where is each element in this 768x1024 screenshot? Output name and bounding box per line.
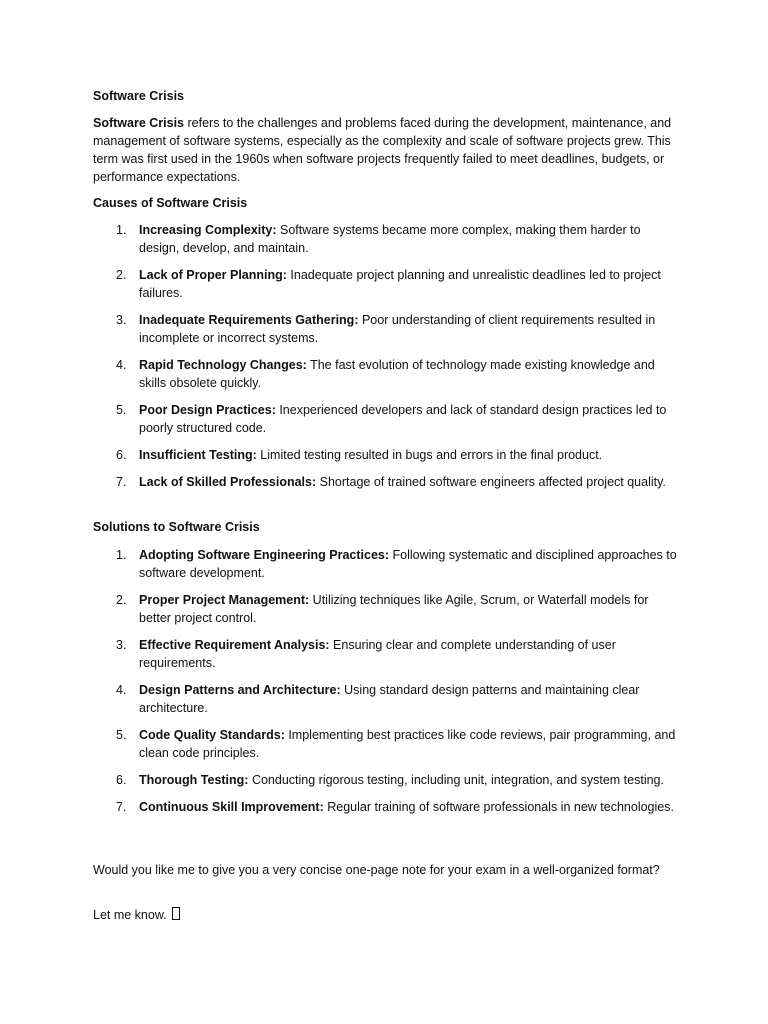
list-item-text: Poor understanding of client requirements resulted in incomplete or incorrect systems. (139, 313, 656, 345)
list-item-label: Code Quality Standards: (139, 728, 285, 742)
list-item-label: Inadequate Requirements Gathering: (139, 313, 359, 327)
intro-text: refers to the challenges and problems faced during the development, maintenance, and management of software systems, especially as the complexity and scale of software projects grew. This term was first used in the 1960s when software projects frequently failed to meet deadlines, budgets, or performance expectations. (93, 116, 672, 184)
list-item-text: Limited testing resulted in bugs and errors in the final product. (256, 448, 603, 462)
list-item-label: Lack of Proper Planning: (139, 268, 287, 282)
list-item-label: Increasing Complexity: (139, 223, 277, 237)
solutions-heading: Solutions to Software Crisis (93, 520, 260, 534)
list-item (93, 636, 683, 672)
solutions-list (93, 546, 683, 825)
missing-glyph-icon (172, 907, 180, 920)
list-item-number: 2. (116, 268, 127, 282)
list-item-number: 5. (116, 403, 127, 417)
list-item (93, 356, 683, 392)
intro-paragraph (93, 114, 683, 186)
list-item-number: 6. (116, 773, 127, 787)
list-item-label: Design Patterns and Architecture: (139, 683, 341, 697)
list-item (93, 681, 683, 717)
sign-off-text: Let me know. (93, 908, 171, 922)
list-item (93, 546, 683, 582)
causes-list (93, 221, 683, 500)
list-item-number: 3. (116, 638, 127, 652)
list-item (93, 591, 683, 627)
list-item-text: Using standard design patterns and maintaining clear architecture. (139, 683, 640, 715)
list-item-label: Lack of Skilled Professionals: (139, 475, 317, 489)
list-item (93, 726, 683, 762)
list-item-number: 5. (116, 728, 127, 742)
list-item-text: Inexperienced developers and lack of standard design practices led to poorly structured code. (139, 403, 667, 435)
list-item-label: Adopting Software Engineering Practices: (139, 548, 390, 562)
intro-term: Software Crisis (93, 116, 185, 130)
list-item-number: 1. (116, 223, 127, 237)
list-item-label: Insufficient Testing: (139, 448, 257, 462)
list-item (93, 798, 683, 816)
list-item-text: Shortage of trained software engineers affected project quality. (316, 475, 666, 489)
list-item-label: Poor Design Practices: (139, 403, 276, 417)
list-item-text: Utilizing techniques like Agile, Scrum, or Waterfall models for better project control. (139, 593, 649, 625)
list-item-text: Regular training of software professionals in new technologies. (323, 800, 674, 814)
list-item-text: Following systematic and disciplined approaches to software development. (139, 548, 677, 580)
list-item (93, 311, 683, 347)
list-item-number: 7. (116, 800, 127, 814)
list-item-number: 6. (116, 448, 127, 462)
list-item-number: 3. (116, 313, 127, 327)
list-item-number: 7. (116, 475, 127, 489)
list-item-text: Inadequate project planning and unrealistic deadlines led to project failures. (139, 268, 661, 300)
list-item (93, 473, 683, 491)
list-item-number: 2. (116, 593, 127, 607)
list-item-text: Ensuring clear and complete understanding of user requirements. (139, 638, 616, 670)
list-item-text: Conducting rigorous testing, including unit, integration, and system testing. (248, 773, 664, 787)
list-item-label: Rapid Technology Changes: (139, 358, 307, 372)
list-item-text: Implementing best practices like code reviews, pair programming, and clean code principles. (139, 728, 676, 760)
list-item-text: Software systems became more complex, making them harder to design, develop, and maintain. (139, 223, 641, 255)
list-item (93, 446, 683, 464)
list-item-label: Proper Project Management: (139, 593, 310, 607)
list-item (93, 266, 683, 302)
list-item-number: 1. (116, 548, 127, 562)
causes-heading: Causes of Software Crisis (93, 196, 248, 210)
list-item-label: Continuous Skill Improvement: (139, 800, 324, 814)
list-item (93, 221, 683, 257)
list-item-label: Thorough Testing: (139, 773, 249, 787)
list-item-number: 4. (116, 358, 127, 372)
closing-question: Would you like me to give you a very concise one-page note for your exam in a well-organized format? (93, 863, 660, 877)
document-title: Software Crisis (93, 89, 185, 103)
list-item-text: The fast evolution of technology made existing knowledge and skills obsolete quickly. (139, 358, 655, 390)
list-item (93, 771, 683, 789)
sign-off (93, 906, 683, 924)
list-item-number: 4. (116, 683, 127, 697)
list-item (93, 401, 683, 437)
list-item-label: Effective Requirement Analysis: (139, 638, 330, 652)
